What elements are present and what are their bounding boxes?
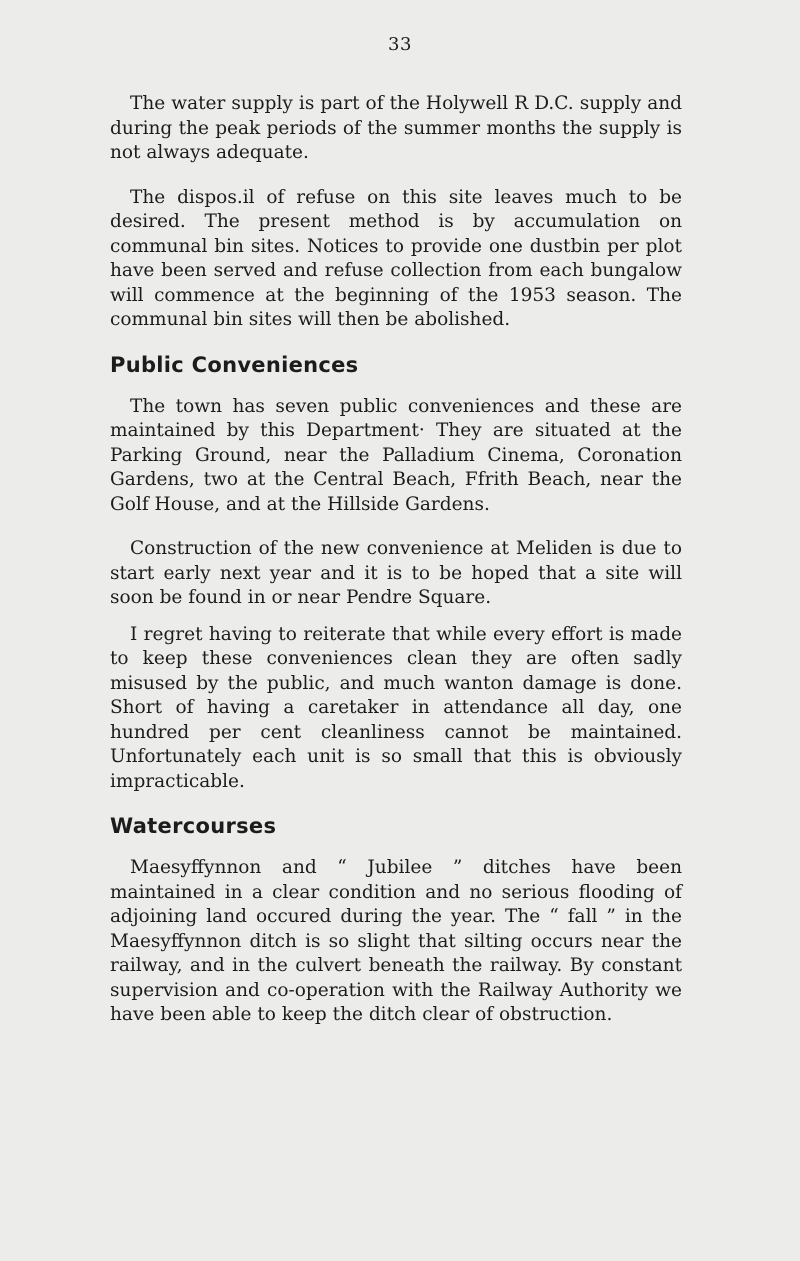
heading-public-conveniences: Public Conveniences bbox=[110, 352, 359, 377]
paragraph-watercourses: Maesyffynnon and “ Jubilee ” ditches have been maintained in a clear condition and no serious flooding of adjoining land occured during the year. The “ fall ” in the Maesyffynnon ditch is so slight that silting occurs near the railway, and in the culvert beneath the railway. By constant supervision and co-operation with the Railway Authority we have been able to keep the ditch clear of obstruction. bbox=[110, 857, 682, 1025]
page-number: 33 bbox=[388, 34, 412, 55]
page-body bbox=[110, 92, 682, 1048]
paragraph-water-supply: The water supply is part of the Holywell R D.C. supply and during the peak periods of the summer months the supply is not always adequate. bbox=[110, 93, 682, 163]
paragraph-refuse: The dispos.il of refuse on this site leaves much to be desired. The present method is by accumulation on communal bin sites. Notices to provide one dustbin per plot have been served and refuse collection from each bungalow will commence at the beginning of the 1953 season. The communal bin sites will then be abolished. bbox=[110, 186, 682, 330]
paragraph-conveniences-cleanliness: I regret having to reiterate that while every effort is made to keep these conveniences clean they are often sadly misused by the public, and much wanton damage is done. Short of having a caretaker in attendance all day, one hundred per cent cleanliness cannot be maintained. Unfortunately each unit is so small that this is obviously impracticable. bbox=[110, 623, 682, 792]
paragraph-conveniences-locations: The town has seven public conveniences and these are maintained by this Department· They are situated at the Parking Ground, near the Palladium Cinema, Coronation Gardens, two at the Central Beach, Ffrith Beach, near the Golf House, and at the Hillside Gardens. bbox=[110, 395, 682, 515]
paragraph-conveniences-meliden: Construction of the new convenience at Meliden is due to start early next year and it is to be hoped that a site will soon be found in or near Pendre Square. bbox=[110, 538, 682, 608]
heading-watercourses: Watercourses bbox=[110, 814, 277, 838]
